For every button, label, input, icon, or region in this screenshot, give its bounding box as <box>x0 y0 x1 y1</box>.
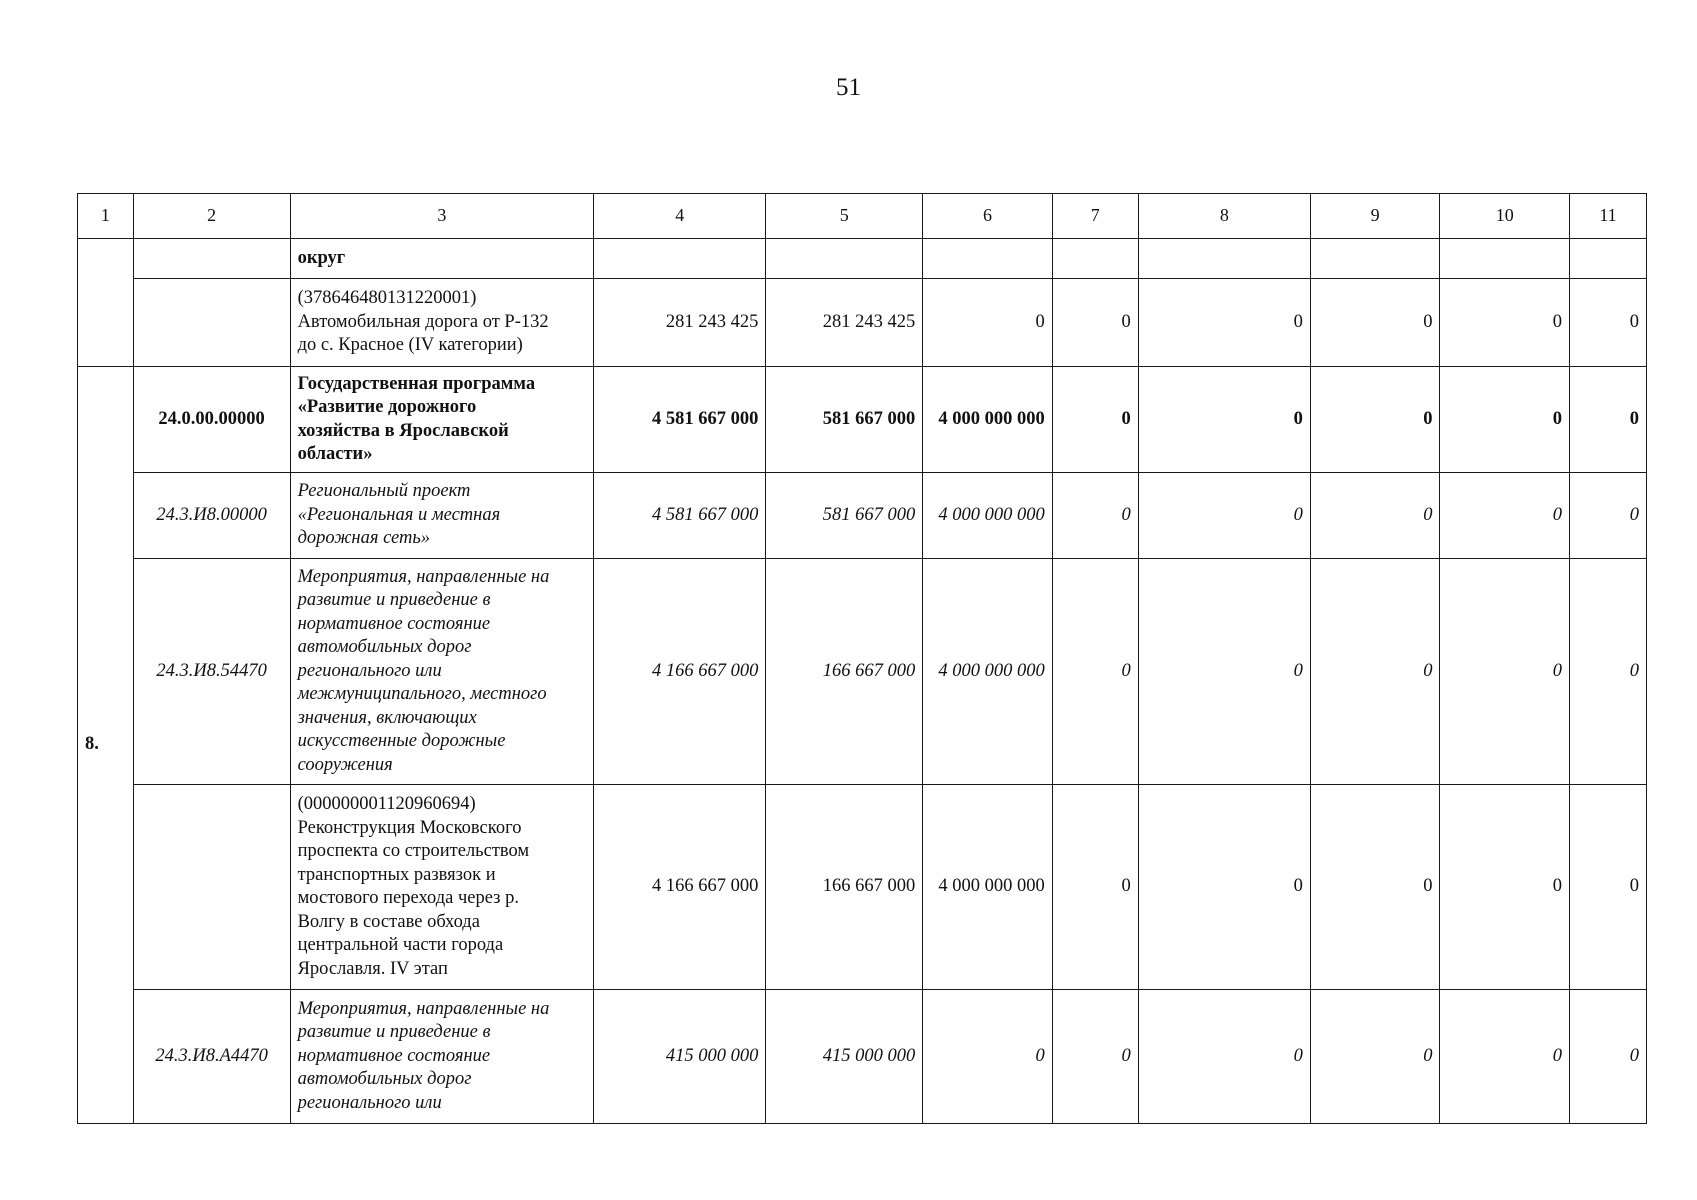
code-cell: 24.0.00.00000 <box>133 367 290 473</box>
header-cell: 9 <box>1310 194 1440 239</box>
description-line: области» <box>297 444 373 464</box>
value-cell-7: 0 <box>1052 785 1138 990</box>
value-cell-10: 0 <box>1440 785 1570 990</box>
description-line: регионального или <box>297 1092 442 1113</box>
description-line: Волгу в составе обхода <box>297 911 480 932</box>
value-cell-9: 0 <box>1310 785 1440 990</box>
code-cell <box>133 239 290 279</box>
description-line: развитие и приведение в <box>297 590 491 611</box>
code-cell <box>133 279 290 367</box>
value-cell-4: 281 243 425 <box>594 279 766 367</box>
value-cell-10: 0 <box>1440 367 1570 473</box>
description-cell <box>290 473 594 559</box>
value-cell-11 <box>1570 239 1647 279</box>
description-line: регионального или <box>297 660 442 681</box>
table-row <box>78 473 1647 559</box>
table-row <box>78 785 1647 990</box>
value-cell-5: 281 243 425 <box>766 279 923 367</box>
header-cell: 6 <box>923 194 1053 239</box>
description-line: автомобильных дорог <box>297 637 472 658</box>
description-line: нормативное состояние <box>297 1045 491 1066</box>
value-cell-4: 4 581 667 000 <box>594 473 766 559</box>
value-cell-6 <box>923 239 1053 279</box>
header-cell: 4 <box>594 194 766 239</box>
description-line: дорожная сеть» <box>297 528 431 549</box>
value-cell-7: 0 <box>1052 990 1138 1124</box>
value-cell-10: 0 <box>1440 279 1570 367</box>
description-line: межмуниципального, местного <box>297 684 547 705</box>
value-cell-8: 0 <box>1138 785 1310 990</box>
value-cell-11: 0 <box>1570 990 1647 1124</box>
header-cell: 5 <box>766 194 923 239</box>
description-line: «Развитие дорожного <box>297 397 477 417</box>
table-row <box>78 239 1647 279</box>
description-line: автомобильных дорог <box>297 1069 472 1090</box>
value-cell-8: 0 <box>1138 473 1310 559</box>
value-cell-8 <box>1138 239 1310 279</box>
value-cell-4 <box>594 239 766 279</box>
description-line: центральной части города <box>297 935 504 955</box>
value-cell-9: 0 <box>1310 473 1440 559</box>
description-line: сооружения <box>297 754 393 775</box>
description-line: развитие и приведение в <box>297 1022 491 1043</box>
value-cell-6: 4 000 000 000 <box>923 785 1053 990</box>
description-line: (378646480131220001) <box>297 288 477 309</box>
header-cell: 3 <box>290 194 594 239</box>
value-cell-7: 0 <box>1052 367 1138 473</box>
value-cell-10 <box>1440 239 1570 279</box>
description-cell <box>290 367 594 473</box>
value-cell-11: 0 <box>1570 367 1647 473</box>
description-line: нормативное состояние <box>297 613 491 634</box>
value-cell-9 <box>1310 239 1440 279</box>
header-cell: 1 <box>78 194 134 239</box>
value-cell-6: 0 <box>923 279 1053 367</box>
value-cell-5: 166 667 000 <box>766 559 923 785</box>
value-cell-7: 0 <box>1052 559 1138 785</box>
header-cell: 11 <box>1570 194 1647 239</box>
description-cell <box>290 990 594 1124</box>
value-cell-4: 415 000 000 <box>594 990 766 1124</box>
code-cell: 24.3.И8.54470 <box>133 559 290 785</box>
value-cell-7: 0 <box>1052 473 1138 559</box>
table-row <box>78 990 1647 1124</box>
value-cell-4: 4 166 667 000 <box>594 785 766 990</box>
description-line: хозяйства в Ярославской <box>297 420 509 441</box>
header-row <box>78 194 1647 239</box>
description-cell <box>290 239 594 279</box>
description-line: Автомобильная дорога от Р-132 <box>297 311 549 332</box>
value-cell-7 <box>1052 239 1138 279</box>
page-number: 51 <box>836 74 861 101</box>
value-cell-10: 0 <box>1440 990 1570 1124</box>
description-line: Мероприятия, направленные на <box>297 998 550 1019</box>
value-cell-9: 0 <box>1310 990 1440 1124</box>
value-cell-6: 4 000 000 000 <box>923 473 1053 559</box>
description-line: мостового перехода через р. <box>297 888 519 908</box>
row-number-cell: 8. <box>78 367 134 1124</box>
budget-table <box>77 193 1647 1124</box>
value-cell-6: 4 000 000 000 <box>923 559 1053 785</box>
value-cell-8: 0 <box>1138 367 1310 473</box>
value-cell-5: 415 000 000 <box>766 990 923 1124</box>
value-cell-10: 0 <box>1440 473 1570 559</box>
code-cell <box>133 785 290 990</box>
description-cell <box>290 785 594 990</box>
value-cell-5 <box>766 239 923 279</box>
code-cell: 24.3.И8.00000 <box>133 473 290 559</box>
value-cell-5: 581 667 000 <box>766 367 923 473</box>
description-line: (000000001120960694) <box>297 794 476 814</box>
description-line: до с. Красное (IV категории) <box>297 335 523 356</box>
value-cell-6: 4 000 000 000 <box>923 367 1053 473</box>
value-cell-10: 0 <box>1440 559 1570 785</box>
value-cell-11: 0 <box>1570 473 1647 559</box>
description-line: искусственные дорожные <box>297 731 506 752</box>
description-line: Государственная программа <box>297 373 536 394</box>
value-cell-9: 0 <box>1310 367 1440 473</box>
value-cell-8: 0 <box>1138 279 1310 367</box>
value-cell-6: 0 <box>923 990 1053 1124</box>
description-cell <box>290 559 594 785</box>
description-line: Мероприятия, направленные на <box>297 566 550 587</box>
description-line: транспортных развязок и <box>297 864 496 885</box>
value-cell-4: 4 166 667 000 <box>594 559 766 785</box>
description-line: проспекта со строительством <box>297 841 530 861</box>
header-cell: 10 <box>1440 194 1570 239</box>
description-line: «Региональная и местная <box>297 504 501 525</box>
description-line: Ярославля. IV этап <box>297 958 448 979</box>
description-line: значения, включающих <box>297 707 477 728</box>
table-row <box>78 279 1647 367</box>
description-line: округ <box>297 247 346 268</box>
value-cell-11: 0 <box>1570 559 1647 785</box>
value-cell-9: 0 <box>1310 279 1440 367</box>
row-number-cell <box>78 239 134 367</box>
description-line: Региональный проект <box>297 481 471 502</box>
code-cell: 24.3.И8.А4470 <box>133 990 290 1124</box>
value-cell-11: 0 <box>1570 785 1647 990</box>
header-cell: 7 <box>1052 194 1138 239</box>
table-row <box>78 367 1647 473</box>
header-cell: 2 <box>133 194 290 239</box>
value-cell-5: 166 667 000 <box>766 785 923 990</box>
value-cell-5: 581 667 000 <box>766 473 923 559</box>
value-cell-7: 0 <box>1052 279 1138 367</box>
description-cell <box>290 279 594 367</box>
value-cell-9: 0 <box>1310 559 1440 785</box>
value-cell-4: 4 581 667 000 <box>594 367 766 473</box>
table-row <box>78 559 1647 785</box>
description-line: Реконструкция Московского <box>297 817 522 838</box>
value-cell-11: 0 <box>1570 279 1647 367</box>
header-cell: 8 <box>1138 194 1310 239</box>
value-cell-8: 0 <box>1138 990 1310 1124</box>
value-cell-8: 0 <box>1138 559 1310 785</box>
